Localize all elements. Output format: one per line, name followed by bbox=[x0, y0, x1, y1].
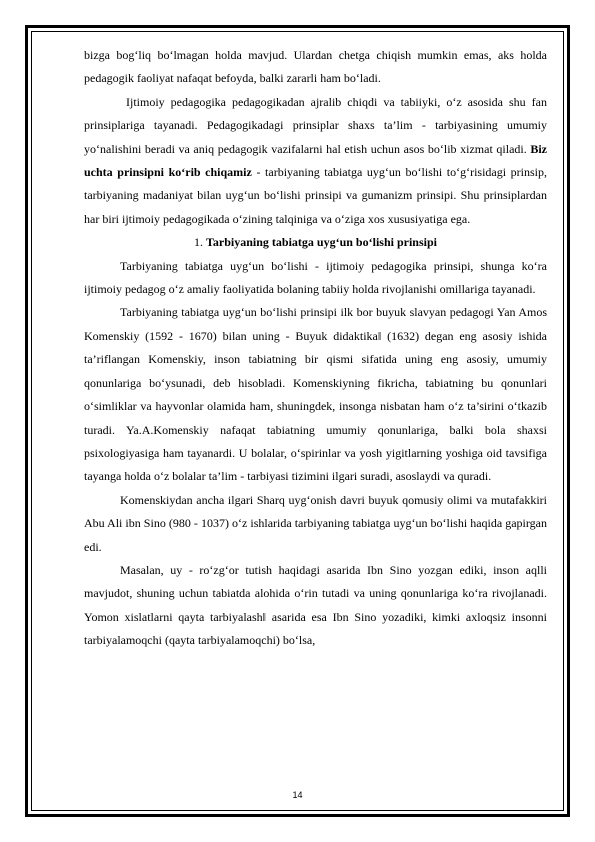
section-heading bbox=[84, 231, 547, 254]
paragraph bbox=[84, 91, 547, 231]
paragraph: Tarbiyaning tabiatga uyg‘un bo‘lishi prinsipi ilk bor buyuk slavyan pedagogi Yan Amos Komenskiy (1592 - 1670) bilan uning - Buyuk didaktika‖ (1632) degan eng asosiy ishida ta’riflangan Komenskiy, inson tabiatning bir qismi sifatida uning eng asosiy, umumiy qonunlariga bo‘ysunadi, deb hisobladi. Komenskiyning fikricha, tabiatning bu qonunlari o‘simliklar va hayvonlar olamida ham, shuningdek, insonga nisbatan ham o‘z ta’sirini o‘tkazib turadi. Ya.A.Komenskiy nafaqat tabiatning umumiy qonunlariga, balki bola shaxsi psixologiyasiga ham tayanardi. U bolalar, o‘spirinlar va yosh yigitlarning yoshiga oid tavsifiga tayanga holda o‘z bolalar ta’lim - tarbiyasi tizimini ilgari suradi, asoslaydi va quradi. bbox=[84, 305, 547, 484]
paragraph: Komenskiydan ancha ilgari Sharq uyg‘onish davri buyuk qomusiy olimi va mutafakkiri Abu Ali ibn Sino (980 - 1037) o‘z ishlarida tarbiyaning tabiatga uyg‘un bo‘lishi haqida gapirgan edi. bbox=[84, 492, 547, 554]
paragraph: Masalan, uy - ro‘zg‘or tutish haqidagi asarida Ibn Sino yozgan ediki, inson aqlli mavjudot, shuning uchun tabiatda alohida o‘rin tutadi va uning qonunlariga ko‘ra rivojlanadi. Yomon xislatlarni qayta tarbiyalash‖ asarida esa Ibn Sino yozadiki, kimki axloqsiz insonni tarbiyalamoqchi (qayta tarbiyalamoqchi) bo‘lsa, bbox=[84, 562, 547, 648]
heading-text: Tarbiyaning tabiatga uyg‘un bo‘lishi prinsipi bbox=[206, 235, 437, 250]
bold-phrase: Biz uchta prinsipni ko‘rib chiqamiz bbox=[84, 141, 548, 180]
paragraph: bizga bog‘liq bo‘lmagan holda mavjud. Ulardan chetga chiqish mumkin emas, aks holda pedagogik faoliyat nafaqat befoyda, balki zararli ham bo‘ladi. bbox=[84, 48, 547, 86]
paragraph-text: Ijtimoiy pedagogika pedagogikadan ajralib chiqdi va tabiiyki, o‘z asosida shu fan prinsiplariga tayanadi. Pedagogikadagi prinsiplar shaxs ta’lim - tarbiyasining umumiy yo‘nalishini beradi va aniq pedagogik vazifalarni hal etish uchun asos bo‘lib xizmat qiladi. bbox=[84, 94, 547, 156]
paragraph: Tarbiyaning tabiatga uyg‘un bo‘lishi - ijtimoiy pedagogika prinsipi, shunga ko‘ra ijtimoiy pedagog o‘z amaliy faoliyatida bolaning tabiiy holda rivojlanishi omillariga tayanadi. bbox=[84, 258, 547, 297]
paragraph-text: - tarbiyaning tabiatga uyg‘un bo‘lishi to‘g‘risidagi prinsip, tarbiyaning madaniyat bilan uyg‘un bo‘lishi prinsipi va gumanizm prinsipi. Shu prinsiplardan har biri ijtimoiy pedagogikada o‘zining talqiniga va o‘ziga xos xususiyatiga ega. bbox=[84, 165, 548, 226]
heading-number: 1. bbox=[194, 235, 203, 250]
page-number: 14 bbox=[292, 790, 303, 800]
document-body bbox=[84, 44, 547, 653]
